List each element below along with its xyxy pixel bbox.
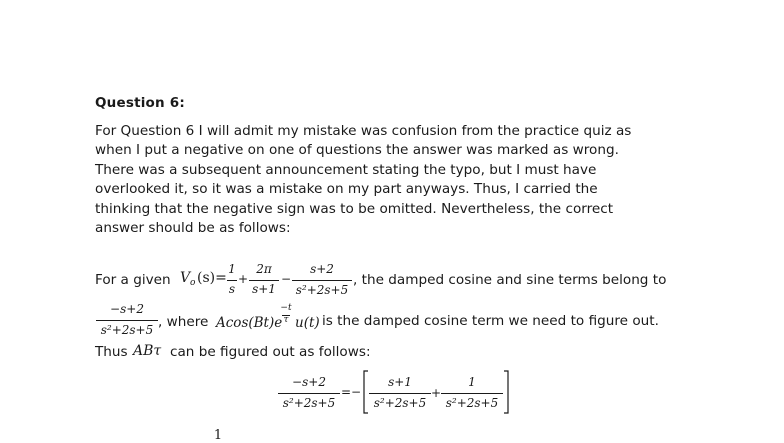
frac2-numerator: 2π [256,262,272,276]
frac4-numerator: −s+2 [110,302,144,316]
frac4-denominator: s²+2s+5 [100,323,154,337]
eq-lhs-numerator: −s+2 [292,375,326,389]
paragraph-line: answer should be as follows: [95,220,291,237]
equals-minus: =− [340,385,362,399]
eq-r1-bar [369,393,431,394]
frac1-denominator: s [228,282,236,296]
damped-cosine-expr: Acos(Bt)e [216,315,283,331]
var-v: V [180,270,191,286]
frac3-numerator: s+2 [310,262,334,276]
line3-lead: Thus [95,344,128,360]
frac1-numerator: 1 [228,262,236,276]
line3-tail: can be figured out as follows: [170,344,371,360]
paragraph-line: thinking that the negative sign was to be omitted. Nevertheless, the correct [95,200,614,217]
s-arg: (s)= [197,270,227,286]
paragraph-line: For Question 6 I will admit my mistake was confusion from the practice quiz as [95,123,632,139]
frac3-denominator: s²+2s+5 [295,283,349,297]
eq-plus: + [431,386,442,400]
minus-sign: − [281,272,292,286]
exponent-denominator: τ [283,315,289,325]
line2-tail: is the damped cosine term we need to figure out. [322,313,659,329]
eq-r2-numerator: 1 [468,375,476,389]
plus-sign: + [238,272,249,286]
next-line-fragment: 1 [213,428,223,443]
paragraph-line: overlooked it, so it was a mistake on my part anyways. Thus, I carried the [95,181,598,198]
eq-r1-denominator: s²+2s+5 [373,396,427,410]
where-text: , where [158,314,209,330]
frac2-denominator: s+1 [252,282,276,296]
eq-lhs-denominator: s²+2s+5 [282,396,336,410]
paragraph-line: There was a subsequent announcement stating the typo, but I must have [95,161,597,178]
eq-r1-numerator: s+1 [388,375,412,389]
line3-variables: ABτ [133,343,162,359]
eq-r2-denominator: s²+2s+5 [445,396,499,410]
unit-step-expr: u(t) [295,315,320,331]
line1-tail: , the damped cosine and sine terms belong to [353,272,667,288]
line1-lead: For a given [95,272,171,288]
eq-r2-bar [441,393,503,394]
paragraph-line: when I put a negative on one of questions the answer was marked as wrong. [95,142,619,159]
question-heading: Question 6: [95,95,185,111]
exponent-numerator: −t [280,303,292,313]
var-o-subscript: o [190,278,196,288]
